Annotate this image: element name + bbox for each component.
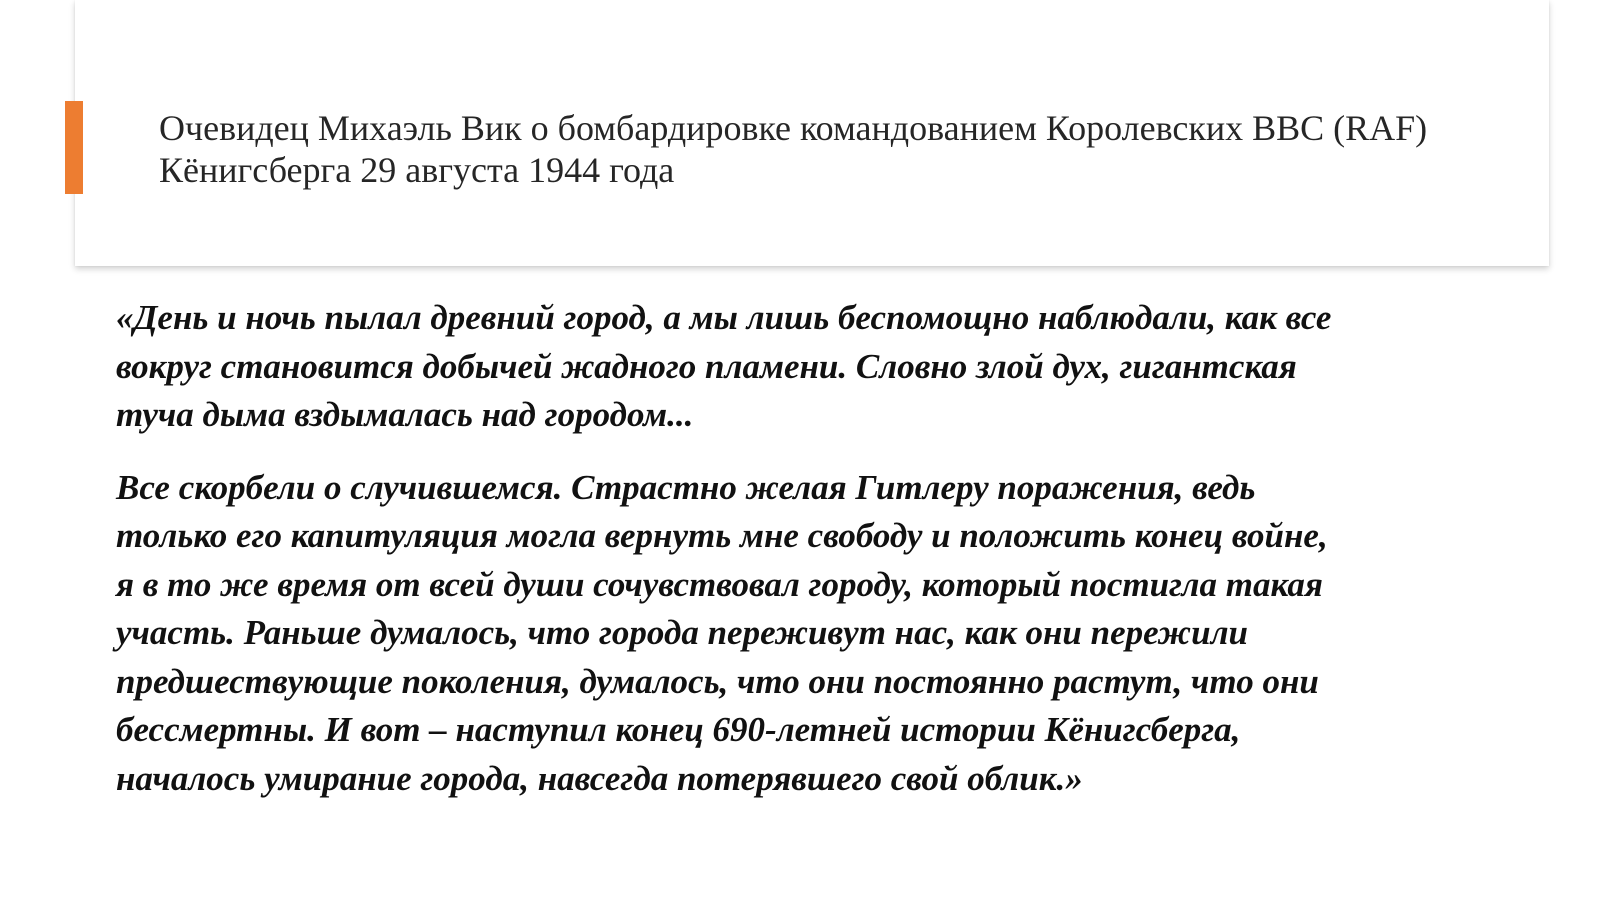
quote-line: бессмертны. И вот – наступил конец 690-летней истории Кёнигсберга, <box>116 710 1241 749</box>
quote-line: я в то же время от всей души сочувствовал городу, который постигла такая <box>116 564 1323 604</box>
quote-line: участь. Раньше думалось, что города переживут нас, как они пережили <box>116 613 1249 652</box>
quote-line: только его капитуляция могла вернуть мне свободу и положить конец войне, <box>116 516 1328 555</box>
eyewitness-quote <box>116 294 1536 803</box>
quote-line: «День и ночь пылал древний город, а мы лишь беспомощно наблюдали, как все <box>116 298 1332 337</box>
title-accent-bar <box>65 101 83 194</box>
quote-line: вокруг становится добычей жадного пламени. Словно злой дух, гигантская <box>116 346 1297 386</box>
quote-line: Все скорбели о случившемся. Страстно желая Гитлеру поражения, ведь <box>116 467 1256 507</box>
quote-paragraph-1 <box>116 294 1536 440</box>
quote-line: предшествующие поколения, думалось, что они постоянно растут, что они <box>116 661 1319 701</box>
quote-paragraph-2 <box>116 464 1536 804</box>
quote-line: туча дыма вздымалась над городом... <box>116 395 694 434</box>
quote-line: началось умирание города, навсегда потерявшего свой облик.» <box>116 758 1083 798</box>
slide-title: Очевидец Михаэль Вик о бомбардировке командованием Королевских ВВС (RAF) Кёнигсберга 29 августа 1944 года <box>159 108 1428 190</box>
